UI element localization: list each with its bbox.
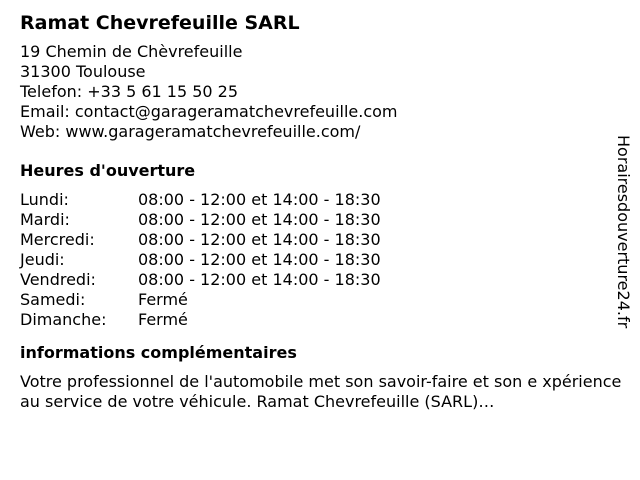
hours-row-thursday	[20, 250, 620, 270]
address-line-2: 31300 Toulouse	[20, 62, 146, 81]
business-card	[20, 10, 620, 412]
email-line[interactable]: Email: contact@garageramatchevrefeuille.com	[20, 102, 398, 121]
day-label: Lundi:	[20, 190, 69, 209]
day-label: Dimanche:	[20, 310, 107, 329]
hours-row-tuesday	[20, 210, 620, 230]
day-hours: 08:00 - 12:00 et 14:00 - 18:30	[138, 230, 381, 249]
day-label: Mardi:	[20, 210, 70, 229]
about-text: Votre professionnel de l'automobile met son savoir-faire et son e xpérience au service de votre véhicule. Ramat Chevrefeuille (SARL)…	[20, 372, 622, 411]
hours-row-monday	[20, 190, 620, 210]
day-hours: 08:00 - 12:00 et 14:00 - 18:30	[138, 250, 381, 269]
day-hours: Fermé	[138, 310, 188, 329]
day-label: Samedi:	[20, 290, 86, 309]
address-line-1: 19 Chemin de Chèvrefeuille	[20, 42, 243, 61]
hours-row-saturday	[20, 290, 620, 310]
day-label: Mercredi:	[20, 230, 95, 249]
phone-line[interactable]: Telefon: +33 5 61 15 50 25	[20, 82, 239, 101]
day-label: Vendredi:	[20, 270, 96, 289]
hours-row-sunday	[20, 310, 620, 330]
day-hours: 08:00 - 12:00 et 14:00 - 18:30	[138, 210, 381, 229]
day-hours: 08:00 - 12:00 et 14:00 - 18:30	[138, 270, 381, 289]
business-name: Ramat Chevrefeuille SARL	[20, 12, 300, 34]
hours-row-friday	[20, 270, 620, 290]
web-line[interactable]: Web: www.garageramatchevrefeuille.com/	[20, 122, 361, 141]
about-title: informations complémentaires	[20, 343, 297, 362]
day-hours: Fermé	[138, 290, 188, 309]
hours-row-wednesday	[20, 230, 620, 250]
hours-title: Heures d'ouverture	[20, 161, 196, 180]
side-brand-watermark: Horairesdouverture24.fr	[614, 135, 633, 329]
day-label: Jeudi:	[20, 250, 65, 269]
hours-table	[20, 190, 620, 330]
day-hours: 08:00 - 12:00 et 14:00 - 18:30	[138, 190, 381, 209]
